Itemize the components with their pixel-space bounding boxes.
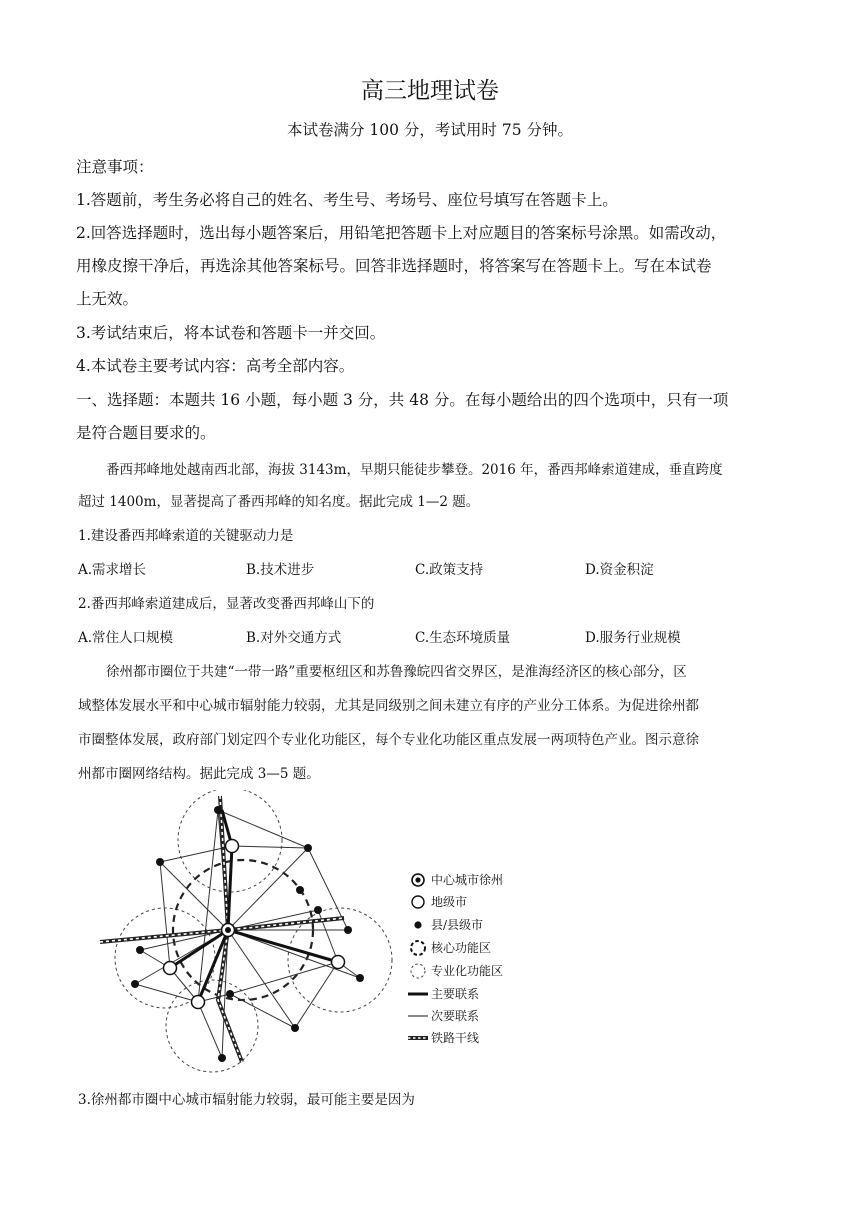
county-city-dot xyxy=(156,858,164,866)
county-city-dot xyxy=(131,980,139,988)
legend-county: 县/县级市 xyxy=(431,918,484,932)
question-2-option-d: D.服务行业规模 xyxy=(585,630,681,646)
county-city-dot xyxy=(291,1024,299,1032)
prefecture-city-south xyxy=(192,996,205,1009)
legend-special-zone: 专业化功能区 xyxy=(431,964,504,978)
county-city-dot xyxy=(218,1054,226,1062)
legend-center-city: 中心城市徐州 xyxy=(431,873,504,887)
legend-minor-link: 次要联系 xyxy=(431,1009,480,1023)
notice-item-2-line-3: 上无效。 xyxy=(76,290,139,308)
exam-title: 高三地理试卷 xyxy=(361,78,499,104)
county-city-dot xyxy=(296,886,304,894)
section-1-instructions-line-2: 是符合题目要求的。 xyxy=(76,424,216,442)
passage-2-line-4: 州都市圈网络结构。据此完成 3—5 题。 xyxy=(78,766,320,782)
notice-item-3: 3.考试结束后，将本试卷和答题卡一并交回。 xyxy=(76,324,386,342)
county-city-dot xyxy=(304,844,312,852)
county-city-dot xyxy=(226,990,234,998)
legend-prefecture-city: 地级市 xyxy=(431,895,468,909)
question-2-stem: 2.番西邦峰索道建成后，显著改变番西邦峰山下的 xyxy=(78,596,375,612)
question-1-stem: 1.建设番西邦峰索道的关键驱动力是 xyxy=(78,528,294,544)
passage-2-line-2: 域整体发展水平和中心城市辐射能力较弱，尤其是同级别之间未建立有序的产业分工体系。为促进徐州都 xyxy=(78,698,699,714)
prefecture-city-east xyxy=(332,956,345,969)
county-city-dot xyxy=(214,806,222,814)
prefecture-city-north xyxy=(226,840,239,853)
legend-core-zone: 核心功能区 xyxy=(431,941,492,955)
section-1-instructions-line-1: 一、选择题：本题共 16 小题，每小题 3 分，共 48 分。在每小题给出的四个选项中，只有一项 xyxy=(76,391,729,409)
notice-item-2-line-2: 用橡皮擦干净后，再选涂其他答案标号。回答非选择题时，将答案写在答题卡上。写在本试卷 xyxy=(76,257,712,275)
diagram-legend xyxy=(405,868,535,1048)
question-1-option-d: D.资金积淀 xyxy=(585,562,654,578)
notice-item-1: 1.答题前，考生务必将自己的姓名、考生号、考场号、座位号填写在答题卡上。 xyxy=(76,191,618,209)
passage-2-line-1: 徐州都市圈位于共建“一带一路”重要枢纽区和苏鲁豫皖四省交界区，是淮海经济区的核心部分，区 xyxy=(106,664,687,680)
county-city-dot xyxy=(314,906,322,914)
passage-1-line-2: 超过 1400m，显著提高了番西邦峰的知名度。据此完成 1—2 题。 xyxy=(78,494,480,510)
notice-item-2-line-1: 2.回答选择题时，选出每小题答案后，用铅笔把答题卡上对应题目的答案标号涂黑。如需改动， xyxy=(76,224,727,242)
county-city-dot xyxy=(344,926,352,934)
special-zone-south xyxy=(166,980,258,1072)
county-city-dot xyxy=(136,946,144,954)
passage-2-line-3: 市圈整体发展，政府部门划定四个专业化功能区，每个专业化功能区重点发展一两项特色产业。图示意徐 xyxy=(78,732,699,748)
notice-heading: 注意事项： xyxy=(76,158,154,176)
question-3-stem: 3.徐州都市圈中心城市辐射能力较弱，最可能主要是因为 xyxy=(78,1092,415,1108)
prefecture-city-west xyxy=(164,962,177,975)
question-2-option-c: C.生态环境质量 xyxy=(415,630,511,646)
question-2-option-a: A.常住人口规模 xyxy=(78,630,174,646)
passage-1-line-1: 番西邦峰地处越南西北部，海拔 3143m，早期只能徒步攀登。2016 年，番西邦峰索道建成，垂直跨度 xyxy=(106,462,723,478)
question-1-option-a: A.需求增长 xyxy=(78,562,147,578)
legend-major-link: 主要联系 xyxy=(431,987,480,1001)
question-1-option-b: B.技术进步 xyxy=(246,562,315,578)
question-1-option-c: C.政策支持 xyxy=(415,562,484,578)
legend-railway: 铁路干线 xyxy=(431,1031,480,1045)
question-2-option-b: B.对外交通方式 xyxy=(246,630,342,646)
county-city-dot xyxy=(356,974,364,982)
notice-item-4: 4.本试卷主要考试内容：高考全部内容。 xyxy=(76,357,355,375)
exam-subtitle: 本试卷满分 100 分，考试用时 75 分钟。 xyxy=(286,121,574,139)
